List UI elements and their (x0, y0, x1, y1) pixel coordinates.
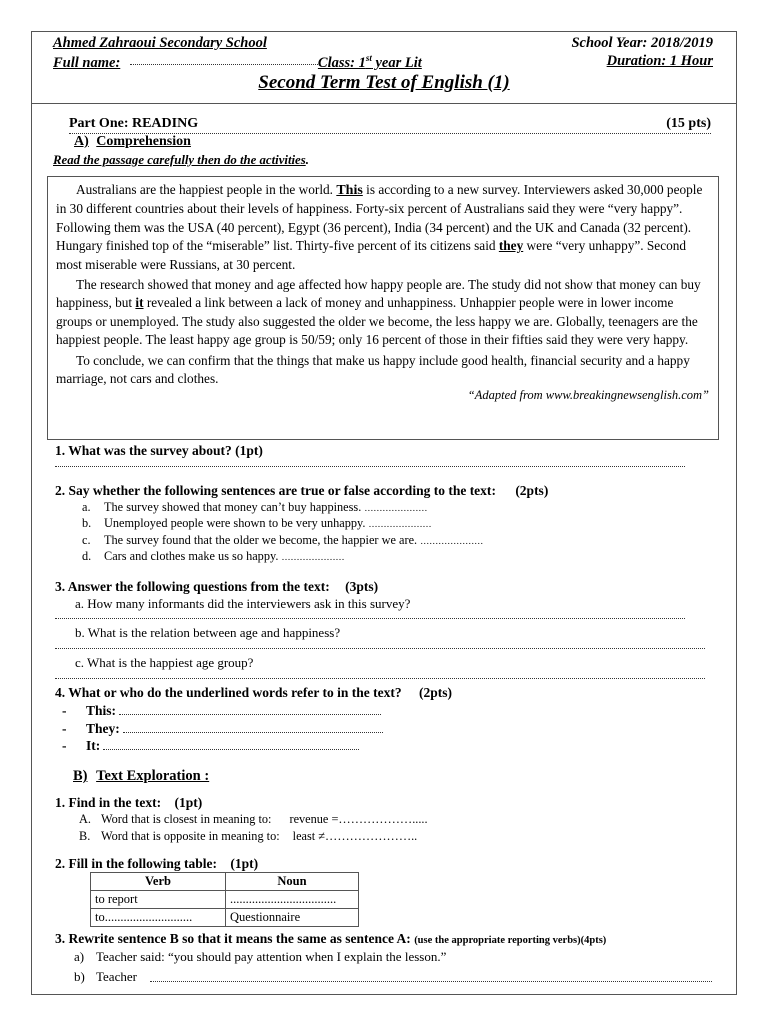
answer-line-q3c[interactable] (55, 678, 705, 679)
q4-item-it: - It: (62, 737, 383, 755)
paragraph-1: Australians are the happiest people in the world. This is according to a new survey. Interviewers asked 30,000 people in 30 different countries about their levels of happiness. Forty-six percent of Australians said they were “very happy”. Following them was the USA (40 percent), Egypt (36 percent), India (34 percent) and the UK and Canada (32 percent). Hungary finished top of the “miserable” list. Thirty-five percent of its citizens said they were “very unhappy”. Second most miserable were Russians, at 30 percent. (56, 182, 703, 272)
header-row-2 (53, 53, 713, 72)
question-3b: b. What is the relation between age and happiness? (75, 625, 341, 640)
table-cell-blank[interactable]: to............................ (91, 909, 226, 927)
underlined-it: it (135, 295, 144, 311)
answer-line-q3a[interactable] (55, 618, 685, 619)
section-b-question-1: 1. Find in the text: (1pt) (55, 795, 203, 810)
reading-passage (47, 176, 719, 440)
q2-item-d: d. Cars and clothes make us so happy. ………………… (82, 548, 345, 563)
table-cell: to report (91, 891, 226, 909)
section-b-question-2: 2. Fill in the following table: (1pt) (55, 856, 259, 871)
table-header-noun: Noun (226, 873, 359, 891)
table-row (91, 891, 359, 909)
verb-noun-table (90, 872, 359, 927)
section-a-heading: A) Comprehension (74, 134, 191, 149)
school-year: School Year: 2018/2019 (571, 35, 713, 51)
question-4: 4. What or who do the underlined words refer to in the text? (2pts) (55, 685, 452, 700)
answer-line-rewrite[interactable] (150, 981, 712, 982)
answer-line-they[interactable] (123, 732, 383, 733)
passage-source: “Adapted from www.breakingnewsenglish.com” (467, 388, 709, 403)
header-row-1 (53, 35, 713, 52)
class-label: Class: 1st year Lit (317, 53, 422, 71)
answer-line-it[interactable] (103, 749, 359, 750)
full-name-label: Full name: (53, 54, 121, 71)
q4-item-this: - This: (62, 702, 383, 720)
q4-items (62, 702, 383, 755)
underlined-this: This (336, 183, 363, 198)
rewrite-sentence-a: a) Teacher said: “you should pay attention when I explain the lesson.” (74, 949, 447, 964)
section-b-heading: B) Text Exploration : (73, 768, 210, 784)
q4-item-they: - They: (62, 720, 383, 738)
instruction: Read the passage carefully then do the activities. (53, 153, 309, 167)
question-2: 2. Say whether the following sentences are true or false according to the text: (2pts) (55, 483, 549, 498)
find-in-text-items (79, 811, 428, 844)
table-row (91, 909, 359, 927)
section-b-question-3: 3. Rewrite sentence B so that it means the same as sentence A: (use the appropriate reporting verbs)(4pts) (55, 931, 607, 946)
answer-line-q1[interactable] (55, 466, 685, 467)
q2-item-c: c. The survey found that the older we become, the happier we are. ………………… (82, 532, 484, 547)
header-divider (31, 103, 737, 104)
q2-item-b: b. Unemployed people were shown to be very unhappy. ………………… (82, 516, 432, 531)
school-name: Ahmed Zahraoui Secondary School (53, 35, 267, 51)
question-1: 1. What was the survey about? (1pt) (55, 443, 263, 458)
paragraph-2: The research showed that money and age affected how happy people are. The study did not show that money can buy happiness, but it revealed a link between a lack of money and unhappiness. Unhappier people were in lower income groups or unemployed. The study also suggested the older we become, the less happy we are. Globally, teenagers are the happiest people. The least happy age group is 50/59; only 16 percent of those in their fifties said they were very happy. (56, 277, 701, 348)
table-header-verb: Verb (91, 873, 226, 891)
answer-line-q3b[interactable] (55, 648, 705, 649)
duration: Duration: 1 Hour (606, 53, 713, 69)
rewrite-sentence-b: b) Teacher (74, 969, 137, 984)
test-title: Second Term Test of English (1) (258, 72, 510, 93)
part-one-points: (15 pts) (666, 116, 711, 131)
question-3: 3. Answer the following questions from the text: (3pts) (55, 579, 379, 594)
underlined-they: they (498, 238, 524, 254)
find-item-b: B. Word that is opposite in meaning to: least ≠………………….. (79, 828, 418, 843)
answer-line-this[interactable] (119, 714, 381, 715)
part-one-label: Part One: READING (69, 116, 199, 131)
q2-item-a: a. The survey showed that money can’t buy happiness. ………………… (82, 500, 428, 514)
table-header-row (91, 873, 359, 891)
question-3a: a. How many informants did the interviewers ask in this survey? (75, 596, 411, 611)
paragraph-3: To conclude, we can confirm that the things that make us happy include good health, financial security and a happy marriage, not cars and clothes. (56, 352, 690, 387)
table-cell-blank[interactable]: .................................. (226, 891, 359, 909)
table-cell: Questionnaire (226, 909, 359, 927)
part-one-heading (69, 116, 711, 134)
full-name-field[interactable] (130, 64, 318, 65)
find-item-a: A. Word that is closest in meaning to: revenue =………………..... (79, 812, 428, 826)
q2-items (82, 500, 483, 565)
question-3c: c. What is the happiest age group? (75, 655, 254, 670)
